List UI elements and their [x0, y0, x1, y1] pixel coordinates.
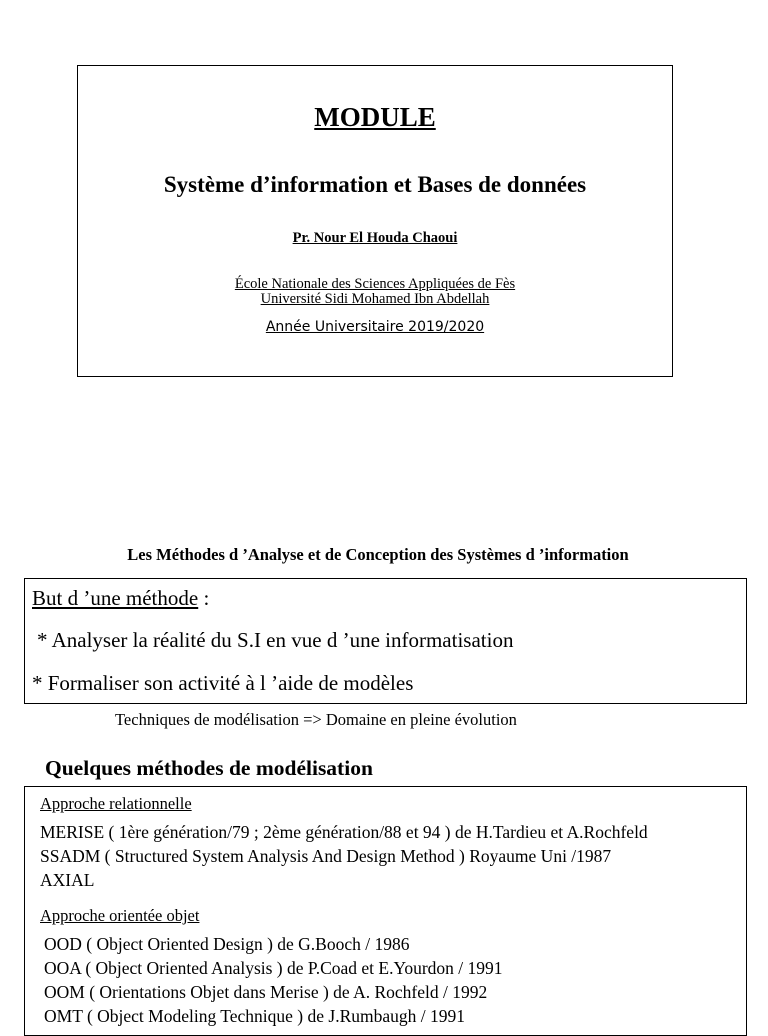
university-name: Université Sidi Mohamed Ibn Abdellah	[260, 291, 490, 307]
section-heading: Les Méthodes d ’Analyse et de Conception des Systèmes d ’information	[127, 545, 629, 564]
goal-title-text: But d ’une méthode	[32, 586, 199, 610]
goal-title	[32, 586, 209, 611]
method-item: MERISE ( 1ère génération/79 ; 2ème génération/88 et 94 ) de H.Tardieu et A.Rochfeld	[40, 822, 648, 842]
methods-box	[24, 786, 747, 1036]
method-item: OOM ( Orientations Objet dans Merise ) de A. Rochfeld / 1992	[44, 982, 488, 1002]
school-name: École Nationale des Sciences Appliquées de Fès	[234, 276, 516, 292]
relational-approach-label: Approche relationnelle	[40, 794, 192, 813]
method-item: OOA ( Object Oriented Analysis ) de P.Coad et E.Yourdon / 1991	[44, 958, 503, 978]
professor-name: Pr. Nour El Houda Chaoui	[292, 230, 458, 246]
method-item: SSADM ( Structured System Analysis And Design Method ) Royaume Uni /1987	[40, 846, 612, 866]
academic-year: Année Universitaire 2019/2020	[265, 319, 485, 335]
methods-heading: Quelques méthodes de modélisation	[45, 756, 373, 780]
goal-title-colon: :	[198, 586, 210, 610]
goal-box	[24, 578, 747, 704]
object-oriented-approach-label: Approche orientée objet	[40, 906, 200, 925]
goal-line: * Analyser la réalité du S.I en vue d ’une informatisation	[37, 628, 514, 652]
goal-line: * Formaliser son activité à l ’aide de modèles	[32, 671, 414, 695]
subject-title: Système d’information et Bases de données	[163, 172, 587, 197]
method-item: OOD ( Object Oriented Design ) de G.Booch / 1986	[44, 934, 410, 954]
module-title: MODULE	[314, 102, 436, 132]
techniques-note: Techniques de modélisation => Domaine en pleine évolution	[115, 710, 517, 729]
title-card	[77, 65, 673, 377]
method-item: OMT ( Object Modeling Technique ) de J.Rumbaugh / 1991	[44, 1006, 465, 1026]
method-item: AXIAL	[40, 870, 95, 890]
